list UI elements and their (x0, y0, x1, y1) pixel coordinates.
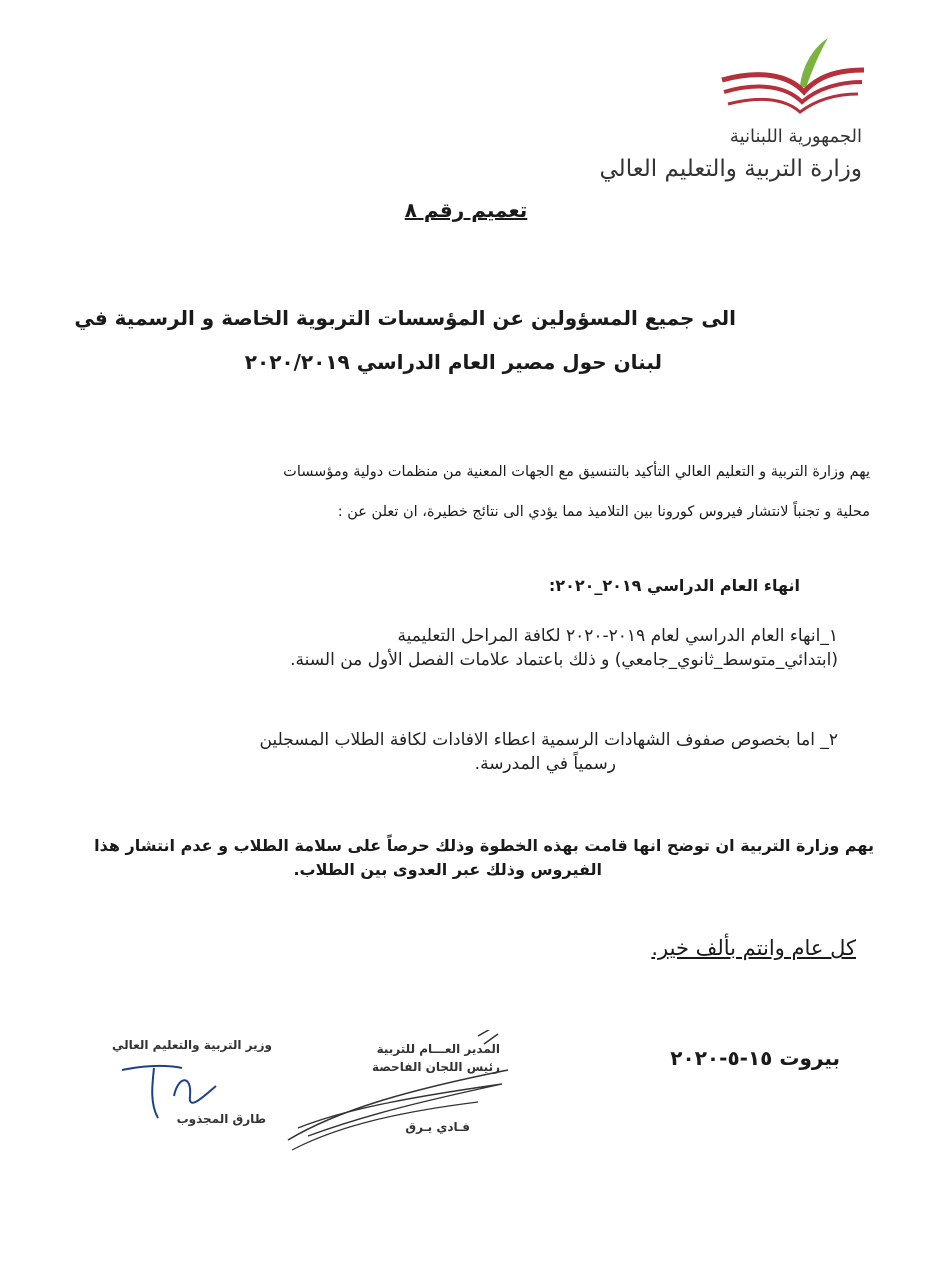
closing-line-1: يهم وزارة التربية ان توضح انها قامت بهذه الخطوة وذلك حرصاً على سلامة الطلاب و عدم انتشار هذا (94, 836, 874, 855)
director-general-title: المدير العـــام للتربية (376, 1042, 500, 1056)
intro-line-1: يهم وزارة التربية و التعليم العالي التأكيد بالتنسيق مع الجهات المعنية من منظمات دولية ومؤسسات (283, 464, 870, 480)
closing-line-2: الفيروس وذلك عبر العدوى بين الطلاب. (293, 860, 602, 879)
item-1-line-2: (ابتدائي_متوسط_ثانوي_جامعي) و ذلك باعتماد علامات الفصل الأول من السنة. (290, 650, 838, 670)
addressee-line-1: الى جميع المسؤولين عن المؤسسات التربوية الخاصة و الرسمية في (74, 306, 736, 330)
minister-name: طارق المجذوب (176, 1112, 266, 1126)
item-2-line-2: رسمياً في المدرسة. (474, 754, 616, 774)
director-general-name: فـادي يـرق (405, 1120, 470, 1134)
minister-title: وزير التربية والتعليم العالي (111, 1038, 272, 1052)
ministry-name: وزارة التربية والتعليم العالي (599, 156, 862, 182)
item-2-line-1: ٢_ اما بخصوص صفوف الشهادات الرسمية اعطاء الافادات لكافة الطلاب المسجلين (259, 730, 838, 750)
section-heading: انهاء العام الدراسي ٢٠١٩_٢٠٢٠: (548, 576, 800, 595)
director-general-signature-icon (278, 1030, 518, 1160)
ministry-logo (718, 34, 866, 118)
director-general-subtitle: رئيس اللجان الفاحصة (371, 1060, 500, 1074)
place-date: بيروت ١٥-٥-٢٠٢٠ (670, 1046, 840, 1070)
circular-title: تعميم رقم ٨ (404, 198, 528, 222)
intro-line-2: محلية و تجنباً لانتشار فيروس كورونا بين التلاميذ مما يؤدي الى نتائج خطيرة، ان تعلن عن : (337, 504, 870, 520)
greeting: كل عام وانتم بألف خير. (651, 936, 856, 960)
addressee-line-2: لبنان حول مصير العام الدراسي ٢٠٢٠/٢٠١٩ (244, 350, 662, 374)
item-1-line-1: ١_انهاء العام الدراسي لعام ٢٠١٩-٢٠٢٠ لكافة المراحل التعليمية (397, 626, 838, 646)
republic-name: الجمهورية اللبنانية (729, 126, 862, 147)
